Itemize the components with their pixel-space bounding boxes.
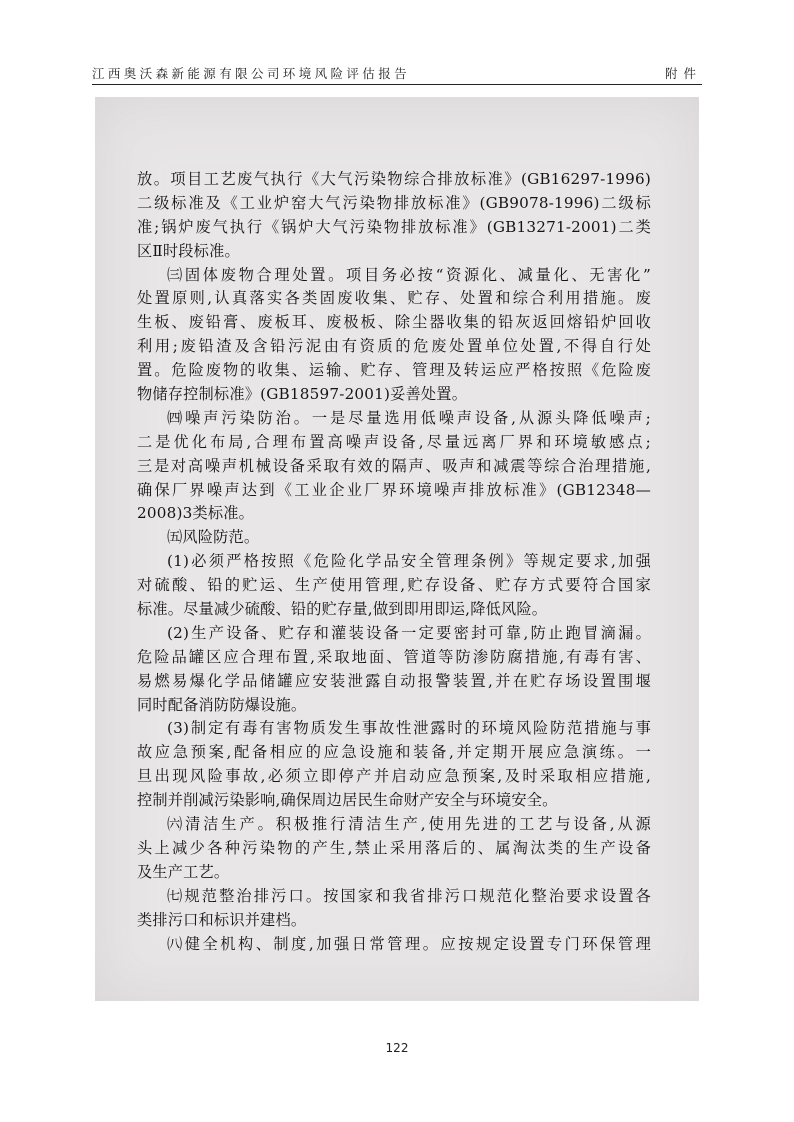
text-line: 同时配备消防防爆设施。 [137,695,307,714]
text-line: 确保厂界噪声达到《工业企业厂界环境噪声排放标准》(GB12348— [137,480,651,499]
text-line: 准;锅炉废气执行《锅炉大气污染物排放标准》(GB13271-2001)二类 [137,217,651,236]
text-line: 类排污口和标识并建档。 [137,910,307,929]
document-body [137,168,651,956]
text-line: 易燃易爆化学品储罐应安装泄露自动报警装置,并在贮存场设置围堰 [137,671,651,690]
page-header [92,64,702,85]
text-line: ㈦规范整治排污口。按国家和我省排污口规范化整治要求设置各 [167,886,651,905]
text-line: ㈥清洁生产。积极推行清洁生产,使用先进的工艺与设备,从源 [167,815,651,834]
text-line: ㈣噪声污染防治。一是尽量选用低噪声设备,从源头降低噪声; [167,408,651,427]
text-line: 二级标准及《工业炉窑大气污染物排放标准》(GB9078-1996)二级标 [137,193,651,212]
text-line: 处置原则,认真落实各类固废收集、贮存、处置和综合利用措施。废 [137,289,651,308]
text-line: 物储存控制标准》(GB18597-2001)妥善处置。 [137,385,468,404]
text-line: 利用;废铅渣及含铅污泥由有资质的危废处置单位处置,不得自行处 [137,337,651,356]
text-line: 2008)3类标准。 [137,504,254,523]
text-line: 控制并削减污染影响,确保周边居民生命财产安全与环境安全。 [137,791,558,810]
text-line: 置。危险废物的收集、运输、贮存、管理及转运应严格按照《危险废 [137,361,651,380]
scanned-document [95,97,699,1001]
text-line: 生板、废铅膏、废板耳、废极板、除尘器收集的铅灰返回熔铅炉回收 [137,313,651,332]
text-line: 二是优化布局,合理布置高噪声设备,尽量远离厂界和环境敏感点; [137,432,651,451]
text-line: (1)必须严格按照《危险化学品安全管理条例》等规定要求,加强 [167,552,651,571]
page-number: 122 [385,1041,409,1055]
section-label: 附件 [664,66,702,81]
text-line: 对硫酸、铅的贮运、生产使用管理,贮存设备、贮存方式要符合国家 [137,576,651,595]
text-line: (3)制定有毒有害物质发生事故性泄露时的环境风险防范措施与事 [167,719,651,738]
text-line: 标准。尽量减少硫酸、铅的贮存量,做到即用即运,降低风险。 [137,600,548,619]
text-line: (2)生产设备、贮存和灌装设备一定要密封可靠,防止跑冒滴漏。 [167,623,651,642]
text-line: 及生产工艺。 [137,862,230,881]
text-line: 区Ⅱ时段标准。 [137,241,240,260]
text-line: ㈢固体废物合理处置。项目务必按“资源化、减量化、无害化” [167,265,651,284]
text-line: ㈧健全机构、制度,加强日常管理。应按规定设置专门环保管理 [167,934,651,953]
text-line: 故应急预案,配备相应的应急设施和装备,并定期开展应急演练。一 [137,743,651,762]
text-line: 头上减少各种污染物的产生,禁止采用落后的、属淘汰类的生产设备 [137,838,651,857]
text-line: 三是对高噪声机械设备采取有效的隔声、吸声和减震等综合治理措施, [137,456,651,475]
text-line: 放。项目工艺废气执行《大气污染物综合排放标准》(GB16297-1996) [137,170,651,188]
text-line: 旦出现风险事故,必须立即停产并启动应急预案,及时采取相应措施, [137,767,651,786]
text-line: 危险品罐区应合理布置,采取地面、管道等防渗防腐措施,有毒有害、 [137,647,651,666]
text-line: ㈤风险防范。 [167,528,260,547]
report-title: 江西奥沃森新能源有限公司环境风险评估报告 [92,66,411,81]
